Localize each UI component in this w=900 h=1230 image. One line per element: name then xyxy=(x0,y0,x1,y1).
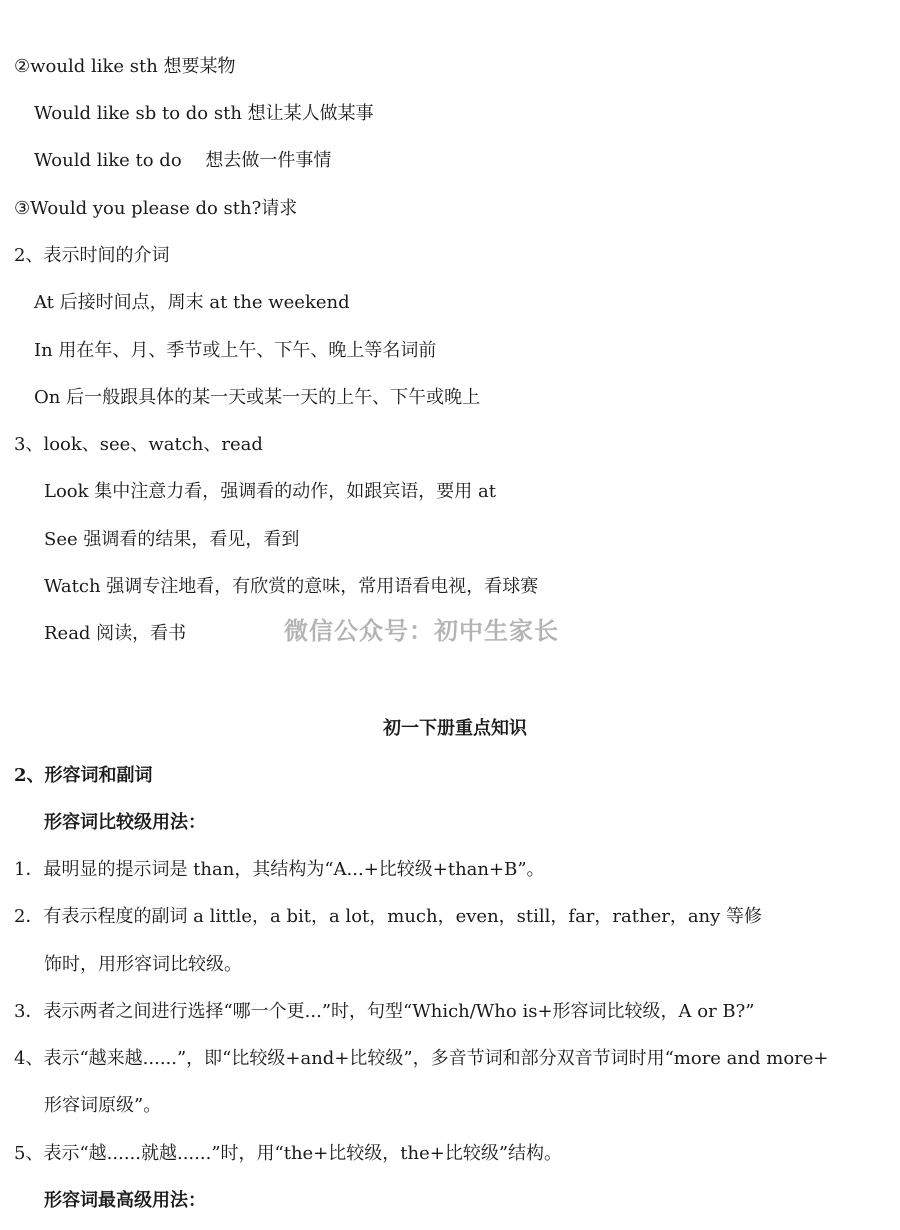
note-line-look: Look 集中注意力看，强调看的动作，如跟宾语，要用 at xyxy=(44,481,496,502)
note-line-watch: Watch 强调专注地看，有欣赏的意味，常用语看电视，看球赛 xyxy=(44,576,539,597)
note-line-in: In 用在年、月、季节或上午、下午、晚上等名词前 xyxy=(34,340,437,361)
heading-superlative-usage: 形容词最高级用法： xyxy=(44,1190,206,1211)
rule-item-1: 1．最明显的提示词是 than，其结构为“A...+比较级+than+B”。 xyxy=(14,859,545,880)
heading-time-prepositions: 2、表示时间的介词 xyxy=(14,245,170,266)
heading-look-see-watch-read: 3、look、see、watch、read xyxy=(14,434,263,455)
note-line-on: On 后一般跟具体的某一天或某一天的上午、下午或晚上 xyxy=(34,387,481,408)
rule-item-3: 3．表示两者之间进行选择“哪一个更...”时，句型“Which/Who is+形容词比较级，A or B?” xyxy=(14,1001,755,1022)
note-line-at: At 后接时间点，周末 at the weekend xyxy=(34,292,350,313)
rule-item-4-continued: 形容词原级”。 xyxy=(44,1095,162,1116)
watermark-text: 微信公众号：初中生家长 xyxy=(284,617,559,645)
note-line-read: Read 阅读，看书 xyxy=(44,623,187,644)
note-line-would-you-please: ③Would you please do sth?请求 xyxy=(14,198,298,219)
rule-item-5: 5、表示“越......就越......”时，用“the+比较级，the+比较级”结构。 xyxy=(14,1143,563,1164)
note-line-would-like-sb: Would like sb to do sth 想让某人做某事 xyxy=(34,103,374,124)
section-title: 初一下册重点知识 xyxy=(383,718,527,739)
rule-item-2: 2．有表示程度的副词 a little，a bit，a lot，much，even，still，far，rather，any 等修 xyxy=(14,906,763,927)
note-line-would-like-sth: ②would like sth 想要某物 xyxy=(14,56,236,77)
note-line-see: See 强调看的结果，看见，看到 xyxy=(44,529,300,550)
rule-item-2-continued: 饰时，用形容词比较级。 xyxy=(44,954,242,975)
note-line-would-like-to-do: Would like to do 想去做一件事情 xyxy=(34,150,332,171)
heading-adjectives-adverbs: 2、形容词和副词 xyxy=(14,765,153,786)
heading-comparative-usage: 形容词比较级用法： xyxy=(44,812,206,833)
rule-item-4: 4、表示“越来越......”，即“比较级+and+比较级”，多音节词和部分双音节词时用“more and more+ xyxy=(14,1048,829,1069)
